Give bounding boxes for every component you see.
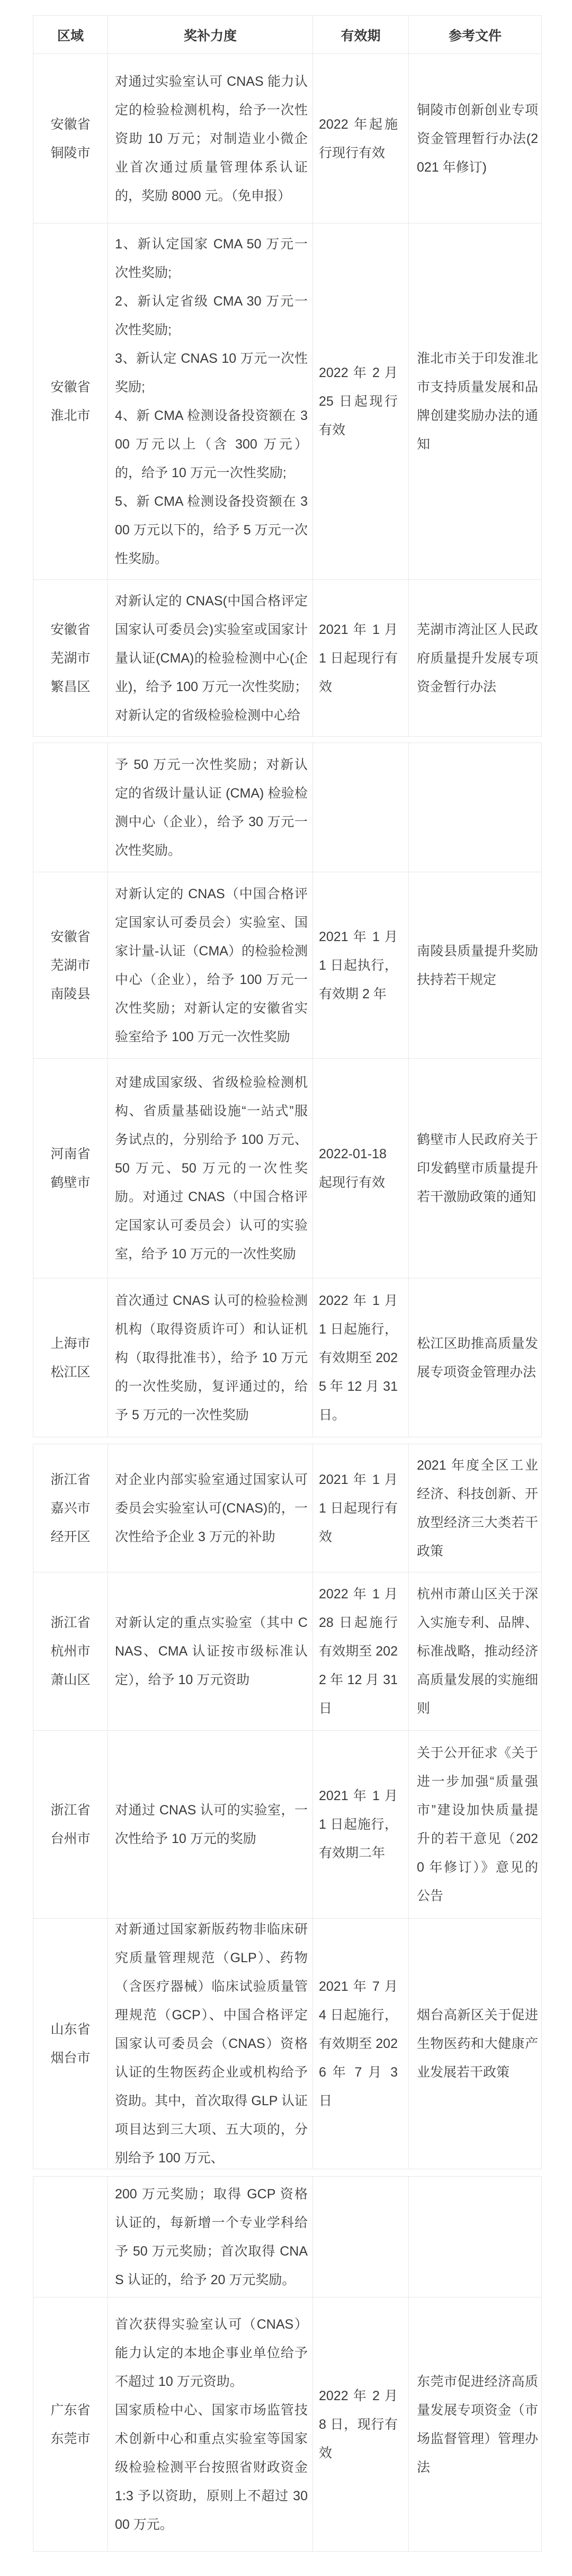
region-line: 芜湖市	[50, 958, 91, 973]
validity-cell	[312, 1059, 408, 1278]
reward-cell	[108, 2177, 312, 2297]
validity-cell	[312, 872, 408, 1058]
region-cell	[33, 1731, 108, 1918]
region-line: 浙江省	[50, 1615, 91, 1630]
reference-text: 南陵县质量提升奖励扶持若干规定	[417, 943, 538, 987]
validity-cell	[312, 1731, 408, 1918]
table-row	[33, 1444, 541, 1572]
reference-text: 关于公开征求《关于进一步加强“质量强市”建设加快质量提升的若干意见（2020 年修订）》意见的公告	[417, 1746, 538, 1903]
reward-cell	[108, 1919, 312, 2169]
reward-cell	[108, 1444, 312, 1572]
reward-paragraph: 对建成国家级、省级检验检测机构、省质量基础设施“一站式”服务试点的，分别给予 100 万元、50 万元、50 万元的一次性奖励。对通过 CNAS（中国合格评定国家认可委员会）认可的实验室，给予 10 万元的一次性奖励	[115, 1075, 308, 1262]
reward-paragraph: 3、新认定 CNAS 10 万元一次性奖励;	[115, 351, 308, 395]
region-line: 安徽省	[50, 117, 91, 132]
region-cell	[33, 872, 108, 1058]
reward-paragraph: 对新认定的 CNAS(中国合格评定国家认可委员会)实验室或国家计量认证(CMA)的检验检测中心(企业)，给予 100 万元一次性奖励；对新认定的省级检验检测中心给	[115, 593, 308, 723]
reference-cell	[408, 872, 541, 1058]
region-line: 安徽省	[50, 380, 91, 395]
region-line: 铜陵市	[50, 145, 91, 160]
region-cell	[33, 1278, 108, 1437]
reward-cell	[108, 872, 312, 1058]
region-line: 浙江省	[50, 1472, 91, 1487]
validity-text: 2022 年起施行现行有效	[319, 117, 398, 160]
reference-cell	[408, 743, 541, 872]
reward-cell	[108, 1572, 312, 1730]
table-row	[33, 223, 541, 579]
table-row	[33, 1918, 541, 2169]
reward-paragraph: 4、新 CMA 检测设备投资额在 300 万元以上（含 300 万元）的，给予 10 万元一次性奖励;	[115, 408, 308, 480]
region-line: 上海市	[50, 1336, 91, 1351]
reward-paragraph: 国家质检中心、国家市场监管技术创新中心和重点实验室等国家级检验检测平台按照省财政资金 1:3 予以资助，原则上不超过 3000 万元。	[115, 2402, 308, 2532]
validity-cell	[312, 1278, 408, 1437]
header-cell-reference: 参考文件	[408, 16, 541, 53]
reward-paragraph: 5、新 CMA 检测设备投资额在 300 万元以下的，给予 5 万元一次性奖励。	[115, 494, 308, 566]
region-line: 河南省	[50, 1147, 91, 1161]
reference-text: 2021 年度全区工业经济、科技创新、开放型经济三大类若干政策	[417, 1457, 538, 1559]
region-cell	[33, 2297, 108, 2551]
region-line: 嘉兴市	[50, 1500, 91, 1516]
reference-cell	[408, 223, 541, 579]
validity-text: 2022 年 2 月 25 日起现行有效	[319, 365, 398, 437]
reward-paragraph: 2、新认定省级 CMA 30 万元一次性奖励;	[115, 294, 308, 337]
table-row	[33, 2297, 541, 2551]
reward-cell	[108, 223, 312, 579]
validity-cell	[312, 2297, 408, 2551]
region-line: 东莞市	[50, 2431, 91, 2446]
table-row	[33, 872, 541, 1058]
table-header-row	[33, 16, 541, 53]
region-line: 芜湖市	[50, 650, 91, 666]
region-line: 南陵县	[50, 986, 91, 1001]
reward-paragraph: 对企业内部实验室通过国家认可委员会实验室认可(CNAS)的，一次性给予企业 3 万元的补助	[115, 1472, 308, 1544]
table-row	[33, 1058, 541, 1278]
reward-cell	[108, 2297, 312, 2551]
reference-cell	[408, 1731, 541, 1918]
reference-cell	[408, 1919, 541, 2169]
validity-cell	[312, 1444, 408, 1572]
reward-paragraph: 对通过 CNAS 认可的实验室，一次性给予 10 万元的奖励	[115, 1803, 308, 1846]
validity-text: 2021 年 1 月 1 日起执行，有效期 2 年	[319, 929, 398, 1001]
table-row	[33, 1730, 541, 1918]
region-line: 经开区	[50, 1529, 91, 1544]
validity-cell	[312, 743, 408, 872]
header-cell-region: 区域	[57, 28, 84, 43]
region-line: 浙江省	[50, 1803, 91, 1818]
reward-paragraph: 对通过实验室认可 CNAS 能力认定的检验检测机构，给予一次性资助 10 万元；对制造业小微企业首次通过质量管理体系认证的，奖励 8000 元。（免申报）	[115, 74, 308, 203]
reference-cell	[408, 54, 541, 223]
region-cell	[33, 223, 108, 579]
reference-cell	[408, 1059, 541, 1278]
reference-text: 烟台高新区关于促进生物医药和大健康产业发展若干政策	[417, 2008, 538, 2080]
reference-text: 鹤壁市人民政府关于印发鹤壁市质量提升若干激励政策的通知	[417, 1132, 538, 1204]
reward-paragraph: 对新认定的重点实验室（其中 CNAS、CMA 认证按市级标准认定），给予 10 万元资助	[115, 1615, 308, 1687]
validity-text: 2021 年 1 月 1 日起现行有效	[319, 622, 398, 694]
validity-cell	[312, 2177, 408, 2297]
region-line: 安徽省	[50, 929, 91, 944]
reference-text: 东莞市促进经济高质量发展专项资金（市场监督管理）管理办法	[417, 2374, 538, 2475]
table-segment-3	[33, 1444, 542, 2169]
reward-cell	[108, 743, 312, 872]
reference-text: 铜陵市创新创业专项资金管理暂行办法(2021 年修订)	[417, 102, 538, 175]
region-cell	[33, 54, 108, 223]
validity-text: 2022 年 1 月 28 日起施行有效期至 2022 年 12 月 31 日	[319, 1587, 398, 1716]
reference-cell	[408, 1278, 541, 1437]
region-line: 淮北市	[50, 408, 91, 423]
reward-paragraph: 首次通过 CNAS 认可的检验检测机构（取得资质许可）和认证机构（取得批准书），给予 10 万元的一次性奖励，复评通过的，给予 5 万元的一次性奖励	[115, 1293, 308, 1423]
region-line: 萧山区	[50, 1672, 91, 1687]
table-row	[33, 579, 541, 736]
region-line: 杭州市	[50, 1644, 91, 1659]
reward-paragraph: 1、新认定国家 CMA 50 万元一次性奖励;	[115, 237, 308, 280]
validity-cell	[312, 54, 408, 223]
reward-paragraph: 200 万元奖励；取得 GCP 资格认证的，每新增一个专业学科给予 50 万元奖励；首次取得 CNAS 认证的，给予 20 万元奖励。	[115, 2186, 308, 2287]
reward-cell	[108, 1731, 312, 1918]
table-row	[33, 1572, 541, 1730]
region-cell	[33, 2177, 108, 2297]
table-segment-4	[33, 2176, 542, 2552]
reward-cell	[108, 54, 312, 223]
header-cell-validity: 有效期	[312, 16, 408, 53]
region-cell	[33, 580, 108, 736]
reward-paragraph: 对新认定的 CNAS（中国合格评定国家认可委员会）实验室、国家计量-认证（CMA）的检验检测中心（企业），给予 100 万元一次性奖励；对新认定的安徽省实验室给予 100 万元一次性奖励	[115, 886, 308, 1044]
region-line: 鹤壁市	[50, 1175, 91, 1190]
validity-text: 2022 年 2 月 8 日，现行有效	[319, 2388, 398, 2461]
reference-text: 松江区助推高质量发展专项资金管理办法	[417, 1336, 538, 1380]
region-line: 繁昌区	[50, 679, 91, 694]
reward-paragraph: 首次获得实验室认可（CNAS）能力认定的本地企事业单位给予不超过 10 万元资助。	[115, 2316, 308, 2389]
table-row-continuation	[33, 743, 541, 872]
region-line: 烟台市	[50, 2051, 91, 2065]
reward-paragraph: 对新通过国家新版药物非临床研究质量管理规范（GLP）、药物（含医疗器械）临床试验质量管理规范（GCP）、中国合格评定国家认可委员会（CNAS）资格认证的生物医药企业或机构给予资助。其中，首次取得 GLP 认证项目达到三大项、五大项的，分别给予 100 万元、	[115, 1922, 308, 2166]
region-line: 安徽省	[50, 622, 91, 637]
validity-text: 2021 年 1 月 1 日起现行有效	[319, 1472, 398, 1544]
validity-cell	[312, 1572, 408, 1730]
region-line: 广东省	[50, 2402, 91, 2418]
region-line: 台州市	[50, 1831, 91, 1846]
table-row	[33, 53, 541, 223]
reward-cell	[108, 580, 312, 736]
validity-text: 2022 年 1 月 1 日起施行，有效期至 2025 年 12 月 31 日。	[319, 1293, 398, 1423]
region-cell	[33, 1059, 108, 1278]
reference-cell	[408, 2177, 541, 2297]
validity-text: 2021 年 7 月 4 日起施行，有效期至 2026 年 7 月 3 日	[319, 1979, 398, 2108]
region-line: 松江区	[50, 1364, 91, 1380]
region-cell	[33, 1572, 108, 1730]
region-cell	[33, 1919, 108, 2169]
reference-cell	[408, 1444, 541, 1572]
validity-cell	[312, 223, 408, 579]
reward-paragraph: 予 50 万元一次性奖励；对新认定的省级计量认证 (CMA) 检验检测中心（企业），给予 30 万元一次性奖励。	[115, 757, 308, 858]
reference-cell	[408, 2297, 541, 2551]
region-cell	[33, 1444, 108, 1572]
region-line: 山东省	[50, 2022, 91, 2037]
reference-text: 芜湖市湾沚区人民政府质量提升发展专项资金暂行办法	[417, 622, 538, 694]
validity-text: 2022-01-18 起现行有效	[319, 1147, 387, 1190]
reference-text: 淮北市关于印发淮北市支持质量发展和品牌创建奖励办法的通知	[417, 351, 538, 452]
reference-text: 杭州市萧山区关于深入实施专利、品牌、标准战略，推动经济高质量发展的实施细则	[417, 1587, 538, 1716]
header-cell-reward: 奖补力度	[108, 16, 312, 53]
validity-cell	[312, 580, 408, 736]
reference-cell	[408, 1572, 541, 1730]
table-segment-2	[33, 743, 542, 1437]
table-segment-1	[33, 15, 542, 737]
reward-cell	[108, 1059, 312, 1278]
validity-text: 2021 年 1 月 1 日起施行，有效期二年	[319, 1788, 398, 1861]
region-cell	[33, 743, 108, 872]
reference-cell	[408, 580, 541, 736]
table-row	[33, 1278, 541, 1437]
reward-cell	[108, 1278, 312, 1437]
validity-cell	[312, 1919, 408, 2169]
table-row-continuation	[33, 2177, 541, 2297]
